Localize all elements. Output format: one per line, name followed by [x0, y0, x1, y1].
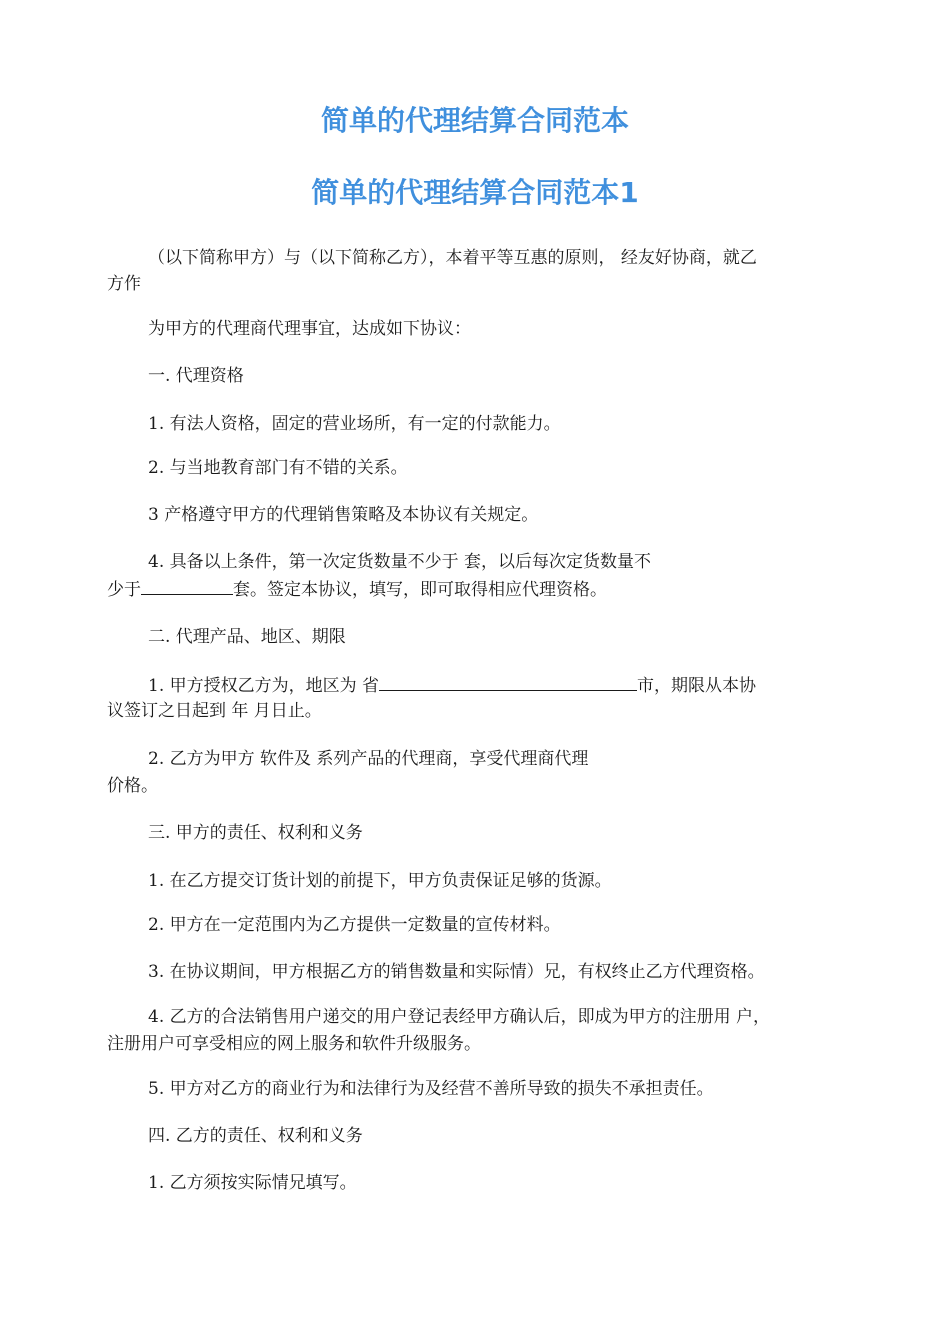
section-1-heading: 一. 代理资格: [148, 366, 244, 386]
fill-in-blank: [379, 672, 637, 691]
text-fragment: 套。签定本协议，填写，即可取得相应代理资格。: [233, 580, 607, 600]
section-3-item-4-line-1: 4. 乙方的合法销售用户递交的用户登记表经甲方确认后，即成为甲方的注册用 户，: [148, 1007, 771, 1027]
text-fragment: 少于: [107, 580, 141, 600]
section-2-item-1-line-2: 议签订之日起到 年 月日止。: [107, 701, 322, 721]
section-2-item-2-line-1: 2. 乙方为甲方 软件及 系列产品的代理商，享受代理商代理: [148, 749, 589, 769]
intro-line-2: 方作: [107, 274, 141, 294]
section-3-item-5: 5. 甲方对乙方的商业行为和法律行为及经营不善所导致的损失不承担责任。: [148, 1079, 714, 1099]
section-1-item-3: 3 产格遵守甲方的代理销售策略及本协议有关规定。: [148, 505, 539, 525]
text-fragment: 1. 甲方授权乙方为，地区为 省: [148, 676, 380, 696]
section-4-item-1: 1. 乙方须按实际情兄填写。: [148, 1173, 357, 1193]
section-1-item-2: 2. 与当地教育部门有不错的关系。: [148, 458, 408, 478]
document-title: 简单的代理结算合同范本: [320, 104, 629, 137]
section-3-item-2: 2. 甲方在一定范围内为乙方提供一定数量的宣传材料。: [148, 915, 561, 935]
fill-in-blank: [141, 576, 233, 595]
section-4-heading: 四. 乙方的责任、权利和义务: [148, 1126, 363, 1146]
section-2-item-2-line-2: 价格。: [107, 776, 158, 796]
section-1-item-4-line-1: 4. 具备以上条件，第一次定货数量不少于 套，以后每次定货数量不: [148, 552, 652, 572]
section-3-item-1: 1. 在乙方提交订货计划的前提下，甲方负责保证足够的货源。: [148, 871, 612, 891]
intro-line-3: 为甲方的代理商代理事宜，达成如下协议：: [148, 319, 471, 339]
section-2-heading: 二. 代理产品、地区、期限: [148, 627, 346, 647]
section-1-item-1: 1. 有法人资格，固定的营业场所，有一定的付款能力。: [148, 414, 561, 434]
section-3-item-4-line-2: 注册用户可享受相应的网上服务和软件升级服务。: [107, 1034, 481, 1054]
section-2-item-1-line-1: [148, 672, 756, 699]
section-3-heading: 三. 甲方的责任、权利和义务: [148, 823, 363, 843]
intro-line-1: （以下简称甲方）与（以下简称乙方），本着平等互惠的原则， 经友好协商，就乙: [148, 248, 757, 268]
section-1-item-4-line-2: [107, 576, 607, 603]
document-subtitle: 简单的代理结算合同范本1: [311, 176, 639, 209]
text-fragment: 市，期限从本协: [637, 676, 757, 696]
section-3-item-3: 3. 在协议期间，甲方根据乙方的销售数量和实际情）兄，有权终止乙方代理资格。: [148, 962, 765, 982]
